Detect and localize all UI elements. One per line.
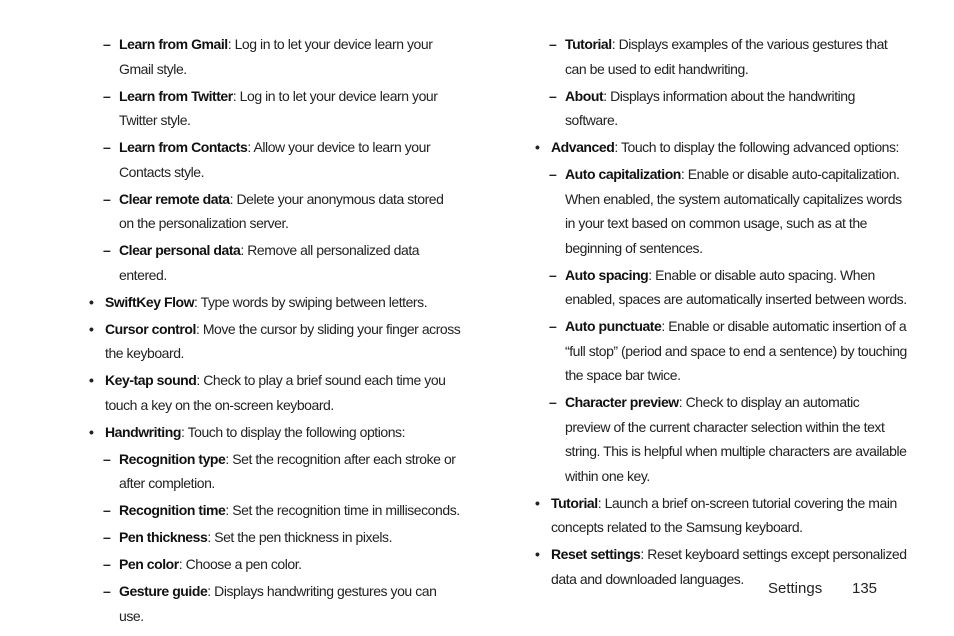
sub-item	[89, 447, 461, 496]
item-term: Key-tap sound	[105, 372, 197, 388]
item-description: : Log in to let your device learn your Twitter style.	[119, 87, 438, 128]
sub-item	[535, 84, 907, 133]
item-description: : Set the pen thickness in pixels.	[207, 529, 393, 545]
sub-item	[535, 390, 907, 488]
dash-marker: –	[549, 318, 557, 334]
item-term: Tutorial	[565, 36, 612, 52]
bullet-item	[89, 290, 461, 315]
item-term: Pen thickness	[119, 529, 208, 545]
dash-marker: –	[103, 502, 111, 518]
dash-marker: –	[103, 36, 111, 52]
bullet-item	[89, 368, 461, 417]
item-term: Auto punctuate	[565, 318, 662, 334]
item-term: Clear personal data	[119, 242, 241, 258]
dash-marker: –	[103, 450, 111, 467]
item-term: Recognition type	[119, 450, 226, 467]
bullet-marker: •	[535, 494, 540, 511]
sub-item	[89, 187, 461, 236]
dash-marker: –	[103, 190, 111, 207]
item-description: : Check to display an automatic preview of the current character selection within the text string. This is helpful when multiple characters are available within one key.	[565, 394, 907, 484]
left-column	[89, 32, 461, 628]
item-term: Tutorial	[551, 494, 598, 511]
item-term: Auto capitalization	[565, 166, 681, 182]
item-term: Auto spacing	[565, 266, 649, 283]
sub-item	[535, 263, 907, 312]
bullet-item	[89, 420, 461, 445]
item-term: Handwriting	[105, 423, 181, 440]
bullet-marker: •	[89, 423, 94, 440]
item-term: Advanced	[551, 139, 615, 155]
item-description: : Allow your device to learn your Contacts style.	[119, 139, 431, 180]
dash-marker: –	[549, 36, 557, 52]
dash-marker: –	[103, 529, 111, 545]
item-term: About	[565, 87, 604, 104]
sub-item	[89, 579, 461, 628]
item-term: SwiftKey Flow	[105, 293, 195, 310]
item-description: : Check to play a brief sound each time you touch a key on the on-screen keyboard.	[105, 372, 446, 413]
sub-item	[89, 238, 461, 287]
sub-item	[89, 552, 461, 577]
item-description: : Touch to display the following options:	[180, 423, 406, 440]
sub-item	[89, 135, 461, 184]
item-term: Learn from Contacts	[119, 139, 248, 155]
item-description: : Touch to display the following advanced options:	[614, 139, 899, 155]
item-term: Learn from Gmail	[119, 36, 228, 52]
item-description: : Launch a brief on-screen tutorial covering the main concepts related to the Samsung keyboard.	[551, 494, 897, 535]
item-description: : Displays handwriting gestures you can use.	[119, 583, 437, 624]
sub-item	[89, 32, 461, 81]
bullet-item	[535, 135, 907, 160]
dash-marker: –	[103, 242, 111, 258]
item-term: Character preview	[565, 394, 679, 410]
item-description: : Delete your anonymous data stored on the personalization server.	[119, 190, 444, 231]
item-description: : Enable or disable auto spacing. When enabled, spaces are automatically inserted between words.	[565, 266, 907, 307]
item-description: : Reset keyboard settings except personalized data and downloaded languages.	[551, 546, 907, 587]
bullet-item	[89, 317, 461, 366]
footer-section-label: Settings	[768, 580, 823, 597]
sub-item	[89, 498, 461, 523]
item-description: : Remove all personalized data entered.	[119, 242, 420, 283]
item-term: Gesture guide	[119, 583, 208, 599]
dash-marker: –	[549, 87, 557, 104]
dash-marker: –	[549, 266, 557, 283]
bullet-marker: •	[89, 293, 94, 310]
bullet-marker: •	[89, 320, 94, 337]
page-number: 135	[852, 580, 878, 597]
bullet-marker: •	[535, 546, 540, 562]
item-description: : Set the recognition after each stroke or after completion.	[119, 450, 456, 491]
item-description: : Enable or disable auto-capitalization. When enabled, the system automatically capitalizes words in your text based on common usage, such as at the beginning of sentences.	[565, 166, 902, 256]
sub-item	[535, 314, 907, 388]
item-description: : Enable or disable automatic insertion of a “full stop” (period and space to end a sentence) by touching the space bar twice.	[565, 318, 907, 383]
item-term: Recognition time	[119, 502, 226, 518]
item-description: : Displays information about the handwriting software.	[565, 87, 855, 128]
item-description: : Displays examples of the various gestures that can be used to edit handwriting.	[565, 36, 888, 77]
dash-marker: –	[103, 556, 111, 572]
sub-item	[89, 84, 461, 133]
right-column	[535, 32, 907, 591]
sub-item	[535, 162, 907, 260]
sub-item	[535, 32, 907, 81]
item-term: Clear remote data	[119, 190, 230, 207]
item-description: : Set the recognition time in milliseconds.	[225, 502, 460, 518]
dash-marker: –	[103, 583, 111, 599]
item-description: : Log in to let your device learn your Gmail style.	[119, 36, 433, 77]
bullet-marker: •	[535, 139, 540, 155]
item-term: Pen color	[119, 556, 179, 572]
item-term: Reset settings	[551, 546, 641, 562]
dash-marker: –	[549, 394, 557, 410]
sub-item	[89, 525, 461, 550]
bullet-marker: •	[89, 372, 94, 388]
item-description: : Move the cursor by sliding your finger across the keyboard.	[105, 320, 461, 361]
dash-marker: –	[103, 87, 111, 104]
dash-marker: –	[103, 139, 111, 155]
bullet-item	[535, 491, 907, 540]
dash-marker: –	[549, 166, 557, 182]
item-description: : Type words by swiping between letters.	[194, 293, 428, 310]
item-description: : Choose a pen color.	[178, 556, 302, 572]
item-term: Cursor control	[105, 320, 196, 337]
item-term: Learn from Twitter	[119, 87, 233, 104]
